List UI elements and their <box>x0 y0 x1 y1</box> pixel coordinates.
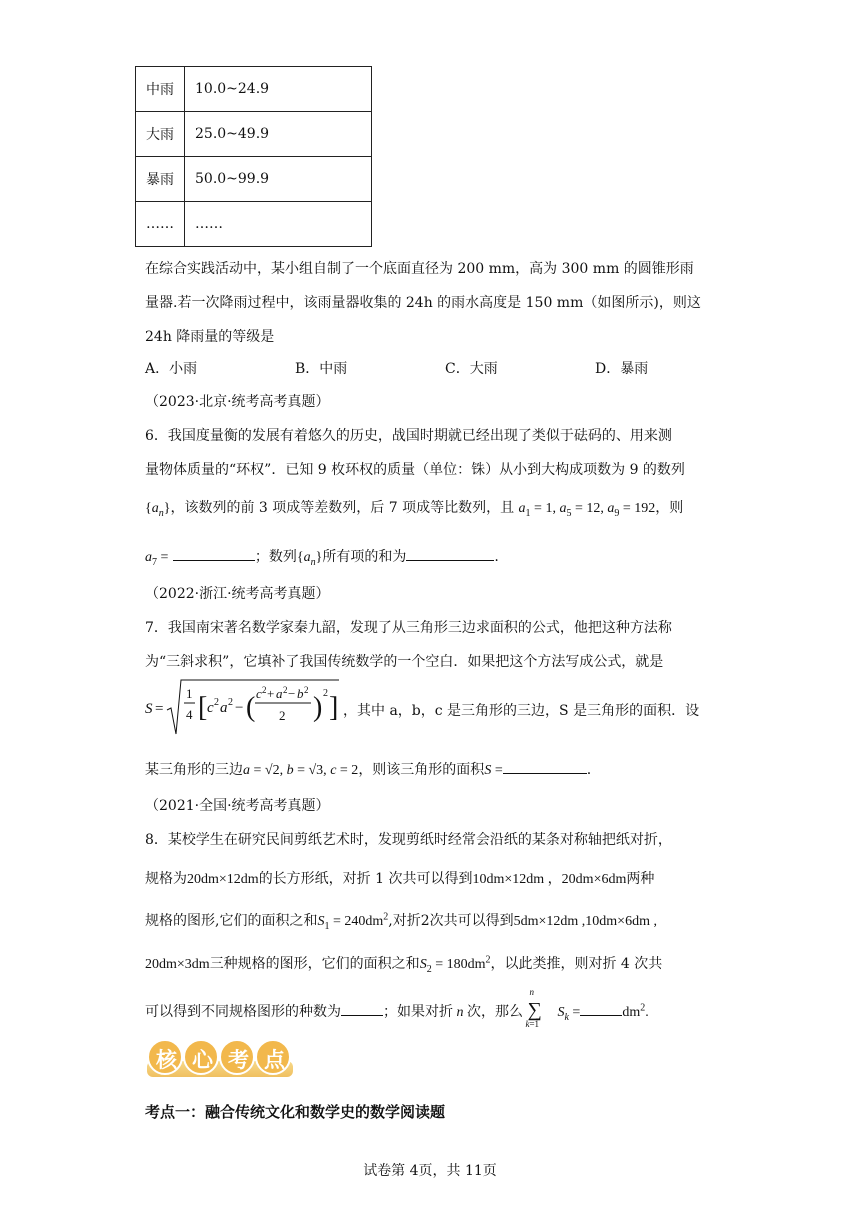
q8-text: 的长方形纸，对折 1 次共可以得到 <box>258 871 473 887</box>
level-cell: 中雨 <box>136 67 185 112</box>
svg-text:a: a <box>220 700 228 716</box>
answer-blank-area[interactable] <box>503 759 587 774</box>
range-cell: 50.0~99.9 <box>185 157 372 202</box>
q8-text-line: 8．某校学生在研究民间剪纸艺术时，发现剪纸时经常会沿纸的某条对称轴把纸对折， <box>145 832 672 848</box>
badge-label: 核心考点 <box>156 1048 300 1072</box>
q6-text: . <box>494 549 499 565</box>
svg-text:S: S <box>145 701 153 717</box>
q6-source: （2023·北京·统考高考真题） <box>145 394 330 410</box>
q5-option-b[interactable]: B．中雨 <box>295 361 348 377</box>
q8-source: （2021·全国·统考高考真题） <box>145 798 330 814</box>
q5-text-line: 在综合实践活动中，某小组自制了一个底面直径为 200 mm，高为 300 mm 的圆锥形雨 <box>145 261 694 277</box>
answer-blank-count[interactable] <box>341 1001 383 1016</box>
q8-text: 两种 <box>626 871 655 887</box>
q5-text-line: 24h 降雨量的等级是 <box>145 329 275 345</box>
q8-text: 规格为 <box>145 871 187 887</box>
svg-text:2: 2 <box>262 685 267 695</box>
svg-text:]: ] <box>329 692 339 723</box>
q6-text-line <box>145 497 683 519</box>
answer-blank-sum[interactable] <box>406 546 494 561</box>
svg-text:−: − <box>235 700 244 716</box>
table-row <box>136 67 372 112</box>
area-s-label: S = <box>484 763 503 778</box>
svg-text:2: 2 <box>283 685 288 695</box>
q6-conditions: $a_1 = 1$, $a_5 = 12$, $a_9 = 192$ <box>518 501 656 519</box>
variable-n: n <box>456 1005 464 1020</box>
svg-text:1: 1 <box>186 686 193 701</box>
q5-option-c[interactable]: C．大雨 <box>445 361 498 377</box>
sum-s-k: $S_k$ = <box>557 1005 581 1023</box>
a7-label: $a_7$ = <box>145 550 169 568</box>
q7-source: （2022·浙江·统考高考真题） <box>145 586 330 602</box>
q6-text: 所有项的和为 <box>322 549 407 565</box>
q8-text: 三种规格的图形，它们的面积之和 <box>209 956 420 972</box>
q8-text-line <box>145 987 649 1029</box>
table-row <box>136 157 372 202</box>
fold1-sizes: 10dm×12dm ，20dm×6dm <box>472 872 627 887</box>
q8-text: ,对折2次共可以得到 <box>388 913 514 929</box>
q6-text-line: 量物体质量的“环权”．已知 9 枚环权的质量（单位：铢）从小到大构成项数为 9 的数列 <box>145 462 685 478</box>
q5-option-d[interactable]: D．暴雨 <box>595 361 649 377</box>
level-cell: 暴雨 <box>136 157 185 202</box>
table-row <box>136 112 372 157</box>
table-row <box>136 202 372 247</box>
range-cell: …… <box>185 202 372 247</box>
svg-text:2: 2 <box>304 685 309 695</box>
q6-text: ，则 <box>655 500 684 516</box>
triangle-sides: a = √2, b = √3, c = 2 <box>243 763 359 778</box>
q8-text: 次，那么 <box>467 1004 523 1020</box>
q5-option-a[interactable]: A．小雨 <box>145 361 198 377</box>
q7-text: 某三角形的三边 <box>145 762 243 778</box>
sum-expression: n ∑ k=1 <box>525 987 542 1029</box>
fold2-size-3: 20dm×3dm <box>145 957 210 972</box>
q7-text: ，则该三角形的面积 <box>358 762 485 778</box>
svg-text:2: 2 <box>214 697 219 708</box>
svg-text:4: 4 <box>186 707 193 722</box>
q7-text-line: 为“三斜求积”，它填补了我国传统数学的一个空白．如果把这个方法写成公式，就是 <box>145 654 664 670</box>
page-footer: 试卷第 4页，共 11页 <box>363 1163 497 1179</box>
q8-text: ，以此类推，则对折 4 次共 <box>490 956 663 972</box>
q6-text-line: 6．我国度量衡的发展有着悠久的历史，战国时期就已经出现了类似于砝码的、用来测 <box>145 428 672 444</box>
q8-text-line <box>145 868 654 888</box>
svg-text:[: [ <box>198 692 208 723</box>
q8-text-line <box>145 910 657 932</box>
q8-text-line <box>145 953 662 975</box>
sequence-an: $\{a_n\}$ <box>145 501 171 519</box>
rain-level-table <box>135 66 372 247</box>
q7-text-line <box>145 759 591 779</box>
svg-text:a: a <box>276 686 283 701</box>
range-cell: 10.0~24.9 <box>185 67 372 112</box>
fold2-sizes: 5dm×12dm ,10dm×6dm , <box>513 914 657 929</box>
q7-text-line: ，其中 a，b，c 是三角形的三边，S 是三角形的面积．设 <box>343 703 700 719</box>
level-cell: 大雨 <box>136 112 185 157</box>
svg-text:=: = <box>155 701 164 717</box>
svg-text:−: − <box>288 686 296 701</box>
q6-text: ，该数列的前 3 项成等差数列，后 7 项成等比数列，且 <box>170 500 515 516</box>
q7-text: . <box>586 762 592 778</box>
svg-text:b: b <box>297 686 304 701</box>
qin-jiushao-formula <box>143 676 343 738</box>
answer-blank-sum-area[interactable] <box>580 1001 622 1016</box>
svg-text:2: 2 <box>279 708 286 723</box>
q6-text-line <box>145 546 499 568</box>
q5-text-line: 量器.若一次降雨过程中，该雨量器收集的 24h 的雨水高度是 150 mm（如图所示)，则这 <box>145 295 701 311</box>
s2-value: $S_2 = 180dm^2$ <box>419 954 491 975</box>
svg-text:c: c <box>256 686 262 701</box>
range-cell: 25.0~49.9 <box>185 112 372 157</box>
svg-text:): ) <box>313 692 323 723</box>
svg-text:c: c <box>207 700 214 716</box>
paper-size: 20dm×12dm <box>187 872 259 887</box>
svg-text:2: 2 <box>228 697 233 708</box>
q6-text: ；数列 <box>254 549 297 565</box>
unit-dm2: $dm^2$. <box>622 1002 649 1020</box>
svg-text:(: ( <box>246 692 256 723</box>
q8-text: ；如果对折 <box>383 1004 453 1020</box>
svg-text:2: 2 <box>323 688 328 699</box>
answer-blank-a7[interactable] <box>173 546 255 561</box>
level-cell: …… <box>136 202 185 247</box>
q8-text: 可以得到不同规格图形的种数为 <box>145 1004 341 1020</box>
sequence-an: $\{a_n\}$ <box>296 550 323 568</box>
s1-value: $S_1 = 240dm^2$ <box>317 911 389 932</box>
q8-text: 规格的图形,它们的面积之和 <box>145 913 318 929</box>
section-heading: 考点一：融合传统文化和数学史的数学阅读题 <box>145 1103 446 1121</box>
q7-text-line: 7．我国南宋著名数学家秦九韶，发现了从三角形三边求面积的公式，他把这种方法称 <box>145 620 672 636</box>
svg-text:+: + <box>267 686 275 701</box>
